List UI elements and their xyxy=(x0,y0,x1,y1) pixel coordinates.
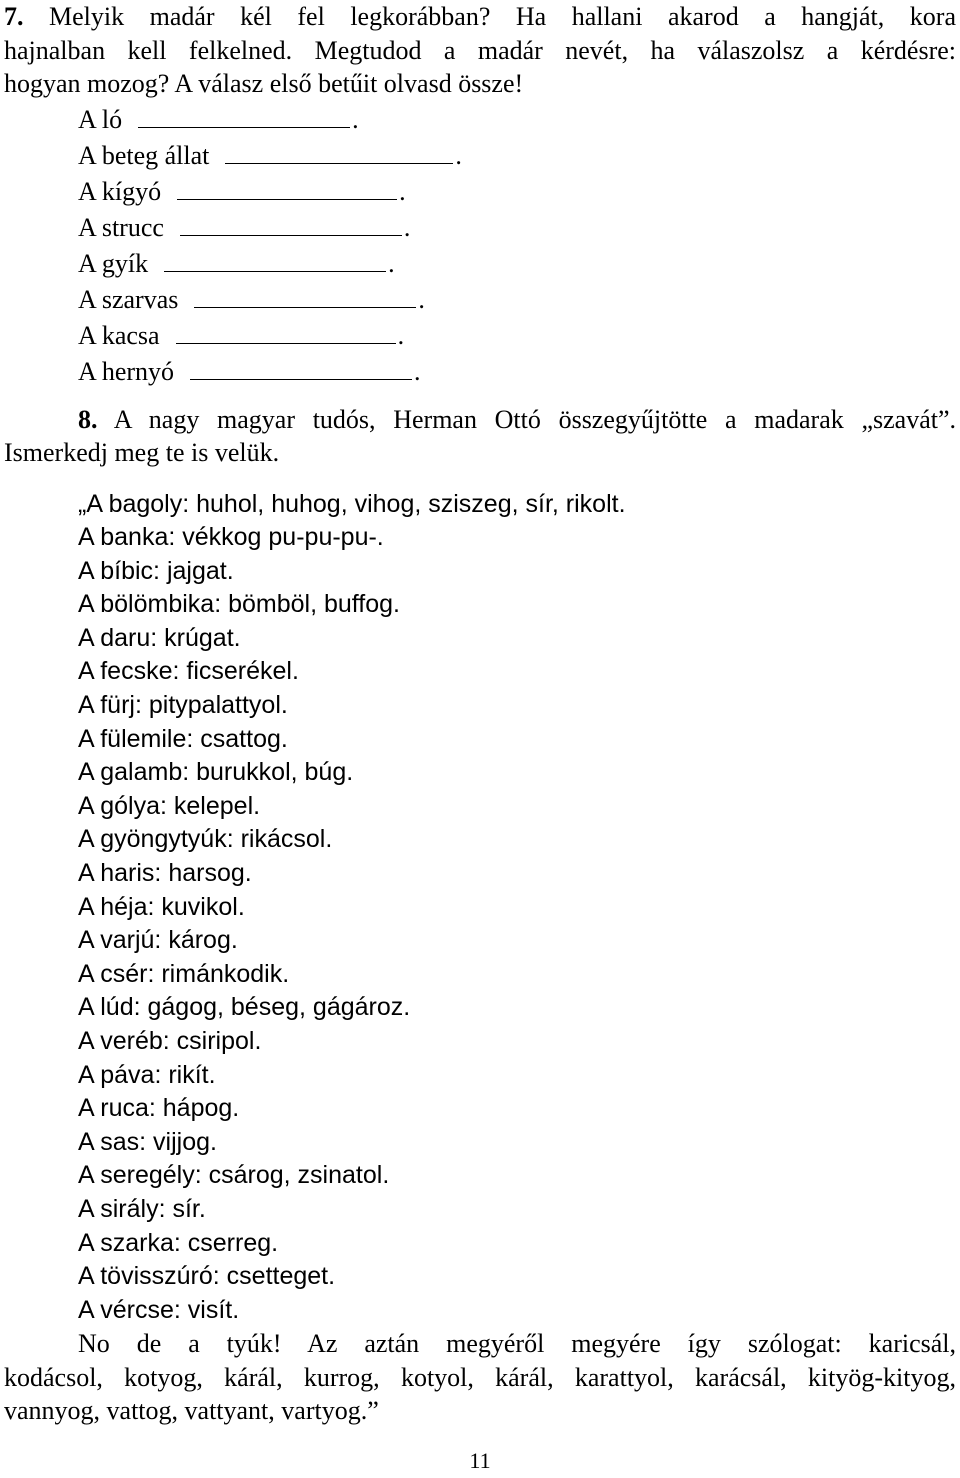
list-item: A daru: krúgat. xyxy=(78,623,241,652)
fill-in-item: A ló . xyxy=(78,101,956,137)
list-item: A banka: vékkog pu-pu-pu-. xyxy=(78,523,384,552)
question-7-number: 7. xyxy=(4,2,24,31)
question-7-line-1: 7. Melyik madár kél fel legkorábban? Ha hallani akarod a hangját, kora xyxy=(4,2,956,31)
question-7-line-3: hogyan mozog? A válasz első betűit olvasd össze! xyxy=(4,69,524,98)
question-7 xyxy=(4,0,956,389)
list-item: A veréb: csiripol. xyxy=(78,1027,262,1055)
list-item: A bíbic: jajgat. xyxy=(78,556,234,585)
answer-blank[interactable] xyxy=(194,281,416,308)
fill-in-label: A hernyó xyxy=(78,356,175,386)
fill-in-list xyxy=(4,101,956,389)
fill-in-item: A kígyó . xyxy=(78,173,956,209)
fill-in-label: A kígyó xyxy=(78,176,162,206)
answer-blank[interactable] xyxy=(177,173,397,200)
answer-blank[interactable] xyxy=(225,137,453,164)
fill-in-label: A beteg állat xyxy=(78,140,210,170)
fill-in-item: A gyík . xyxy=(78,245,956,281)
list-item: A fecske: ficserékel. xyxy=(78,657,299,686)
question-8-line-2: Ismerkedj meg te is velük. xyxy=(4,438,280,467)
answer-blank[interactable] xyxy=(180,209,402,236)
fill-in-item: A szarvas . xyxy=(78,281,956,317)
list-item: A vércse: visít. xyxy=(78,1295,240,1324)
list-item: A galamb: burukkol, búg. xyxy=(78,758,354,787)
answer-blank[interactable] xyxy=(164,245,386,272)
list-item: A gólya: kelepel. xyxy=(78,791,261,820)
list-item: A szarka: cserreg. xyxy=(78,1228,279,1257)
fill-in-label: A gyík xyxy=(78,248,149,278)
closing-paragraph xyxy=(4,1327,956,1428)
question-8-line-1: 8. A nagy magyar tudós, Herman Ottó összegyűjtötte a madarak „szavát”. xyxy=(78,404,956,434)
list-item: A ruca: hápog. xyxy=(78,1094,240,1123)
fill-in-label: A szarvas xyxy=(78,284,179,314)
fill-in-item: A kacsa . xyxy=(78,317,956,353)
document-page xyxy=(4,0,956,1428)
closing-line-2: kodácsol, kotyog, kárál, kurrog, kotyol, kárál, karattyol, karácsál, kityög-kityog, xyxy=(4,1362,956,1392)
question-8-number: 8. xyxy=(78,404,98,434)
fill-in-label: A ló xyxy=(78,104,123,134)
list-item: A héja: kuvikol. xyxy=(78,892,245,921)
list-item: A sas: vijjog. xyxy=(78,1127,217,1156)
question-7-line-2: hajnalban kell felkelned. Megtudod a madár nevét, ha válaszolsz a kérdésre: xyxy=(4,35,956,65)
list-item: A bölömbika: bömböl, buffog. xyxy=(78,590,400,619)
fill-in-item: A hernyó . xyxy=(78,353,956,389)
list-item: A csér: rimánkodik. xyxy=(78,959,290,988)
list-item: A haris: harsog. xyxy=(78,859,252,888)
fill-in-label: A kacsa xyxy=(78,320,160,350)
answer-blank[interactable] xyxy=(190,353,412,380)
list-item: A sirály: sír. xyxy=(78,1194,206,1223)
fill-in-label: A strucc xyxy=(78,212,164,242)
answer-blank[interactable] xyxy=(176,317,396,344)
question-8 xyxy=(4,403,956,1428)
list-item: A fülemile: csattog. xyxy=(78,724,288,753)
list-item: A fürj: pitypalattyol. xyxy=(78,691,288,720)
list-item: A gyöngytyúk: rikácsol. xyxy=(78,825,333,854)
list-item: A páva: rikít. xyxy=(78,1060,216,1089)
closing-line-3: vannyog, vattog, vattyant, vartyog.” xyxy=(4,1396,379,1426)
list-item: A varjú: károg. xyxy=(78,926,238,955)
bird-sounds-list xyxy=(4,488,956,1328)
closing-line-1: No de a tyúk! Az aztán megyéről megyére így szólogat: karicsál, xyxy=(78,1329,956,1359)
fill-in-item: A beteg állat . xyxy=(78,137,956,173)
page-number: 11 xyxy=(469,1448,491,1473)
list-item: A tövisszúró: csetteget. xyxy=(78,1262,336,1291)
list-item: „A bagoly: huhol, huhog, vihog, sziszeg, sír, rikolt. xyxy=(78,489,626,518)
list-item: A lúd: gágog, béseg, gágároz. xyxy=(78,993,411,1022)
list-item: A seregély: csárog, zsinatol. xyxy=(78,1161,390,1190)
answer-blank[interactable] xyxy=(138,101,350,128)
fill-in-item: A strucc . xyxy=(78,209,956,245)
